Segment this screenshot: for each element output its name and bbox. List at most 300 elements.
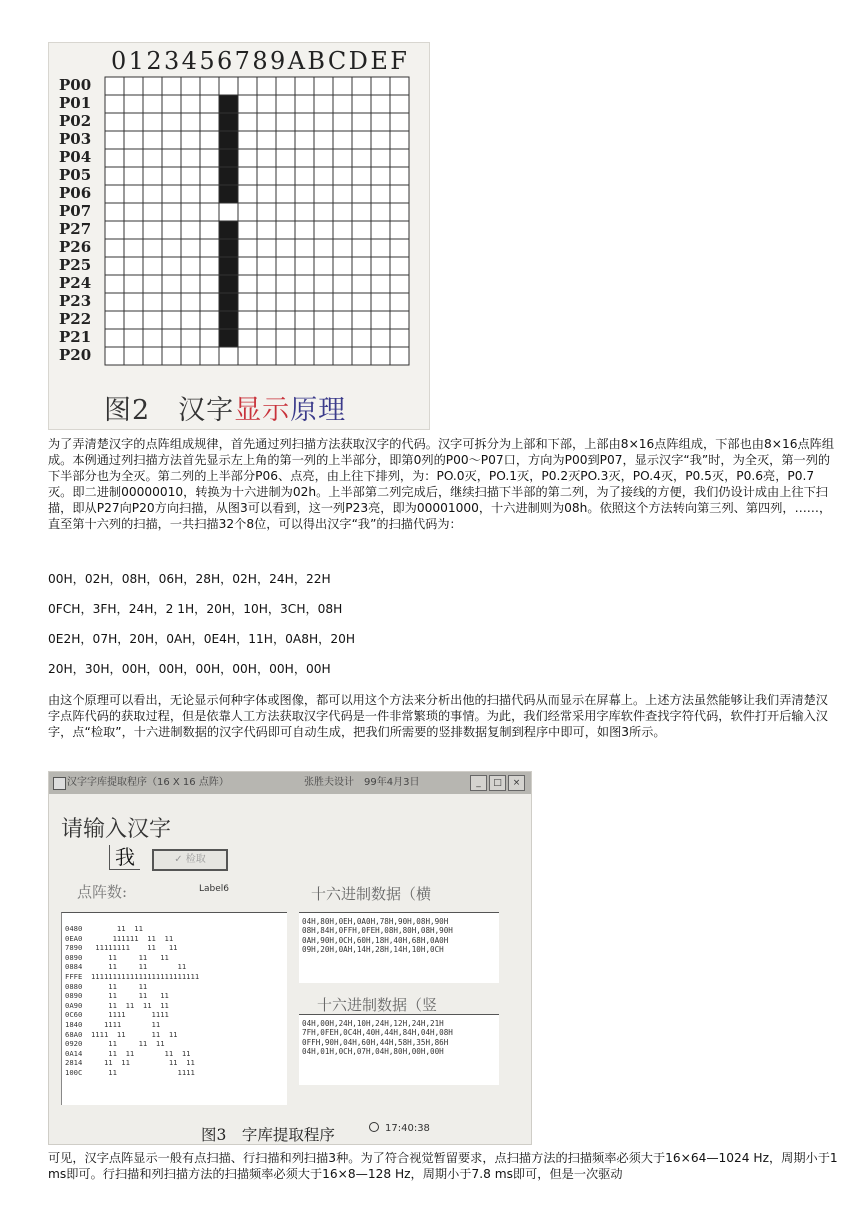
window-title-author: 张胜夫设计 99年4月3日	[304, 777, 420, 788]
unlit-dot	[295, 293, 314, 311]
unlit-dot	[333, 275, 352, 293]
unlit-dot	[276, 221, 295, 239]
label6: Label6	[199, 884, 230, 894]
unlit-dot	[181, 203, 200, 221]
unlit-dot	[314, 185, 333, 203]
row-label: P21	[59, 328, 92, 346]
unlit-dot	[390, 257, 409, 275]
unlit-dot	[238, 95, 257, 113]
unlit-dot	[333, 185, 352, 203]
unlit-dot	[105, 275, 124, 293]
unlit-dot	[390, 221, 409, 239]
row-label: P20	[59, 346, 92, 364]
row-label: P07	[59, 202, 92, 220]
hex-vertical-title: 十六进制数据（竖	[317, 996, 438, 1014]
unlit-dot	[371, 239, 390, 257]
unlit-dot	[295, 275, 314, 293]
caption-text-2: 显示	[234, 395, 291, 426]
unlit-dot	[105, 167, 124, 185]
unlit-dot	[124, 293, 143, 311]
unlit-dot	[352, 167, 371, 185]
unlit-dot	[390, 77, 409, 95]
unlit-dot	[181, 95, 200, 113]
unlit-dot	[295, 311, 314, 329]
unlit-dot	[200, 131, 219, 149]
unlit-dot	[200, 113, 219, 131]
unlit-dot	[200, 95, 219, 113]
unlit-dot	[314, 131, 333, 149]
row-label: P02	[59, 112, 92, 130]
unlit-dot	[181, 239, 200, 257]
unlit-dot	[333, 293, 352, 311]
unlit-dot	[143, 293, 162, 311]
unlit-dot	[105, 95, 124, 113]
unlit-dot	[333, 167, 352, 185]
unlit-dot	[124, 311, 143, 329]
unlit-dot	[390, 185, 409, 203]
unlit-dot	[200, 311, 219, 329]
unlit-dot	[124, 167, 143, 185]
unlit-dot	[314, 329, 333, 347]
unlit-dot	[162, 77, 181, 95]
unlit-dot	[295, 347, 314, 365]
unlit-dot	[124, 275, 143, 293]
row-label: P23	[59, 292, 92, 310]
unlit-dot	[200, 203, 219, 221]
unlit-dot	[162, 167, 181, 185]
unlit-dot	[162, 239, 181, 257]
unlit-dot	[181, 113, 200, 131]
unlit-dot	[257, 131, 276, 149]
row-label: P24	[59, 274, 92, 292]
unlit-dot	[238, 185, 257, 203]
unlit-dot	[371, 185, 390, 203]
unlit-dot	[143, 239, 162, 257]
lit-dot	[219, 167, 238, 185]
unlit-dot	[124, 203, 143, 221]
unlit-dot	[295, 149, 314, 167]
unlit-dot	[257, 239, 276, 257]
unlit-dot	[181, 347, 200, 365]
unlit-dot	[352, 257, 371, 275]
unlit-dot	[181, 257, 200, 275]
unlit-dot	[238, 347, 257, 365]
unlit-dot	[333, 95, 352, 113]
unlit-dot	[238, 167, 257, 185]
dot-matrix-grid	[104, 76, 410, 366]
maximize-icon[interactable]: □	[489, 775, 506, 791]
unlit-dot	[352, 329, 371, 347]
unlit-dot	[295, 329, 314, 347]
unlit-dot	[124, 239, 143, 257]
unlit-dot	[352, 149, 371, 167]
unlit-dot	[276, 347, 295, 365]
code-line-4: 20H，30H，00H，00H，00H，00H，00H，00H	[48, 662, 331, 676]
unlit-dot	[257, 275, 276, 293]
unlit-dot	[257, 347, 276, 365]
unlit-dot	[390, 275, 409, 293]
unlit-dot	[295, 257, 314, 275]
unlit-dot	[105, 221, 124, 239]
caption-text-1: 图2 汉字	[104, 395, 235, 426]
lit-dot	[219, 329, 238, 347]
unlit-dot	[105, 311, 124, 329]
unlit-dot	[371, 131, 390, 149]
unlit-dot	[390, 293, 409, 311]
unlit-dot	[143, 275, 162, 293]
unlit-dot	[295, 203, 314, 221]
unlit-dot	[352, 293, 371, 311]
unlit-dot	[105, 131, 124, 149]
unlit-dot	[314, 113, 333, 131]
unlit-dot	[181, 167, 200, 185]
unlit-dot	[238, 275, 257, 293]
unlit-dot	[314, 293, 333, 311]
unlit-dot	[390, 131, 409, 149]
unlit-dot	[238, 77, 257, 95]
unlit-dot	[181, 293, 200, 311]
unlit-dot	[181, 77, 200, 95]
hex-horizontal-title: 十六进制数据（横	[311, 885, 432, 903]
unlit-dot	[200, 347, 219, 365]
unlit-dot	[124, 257, 143, 275]
unlit-dot	[390, 95, 409, 113]
unlit-dot	[390, 311, 409, 329]
unlit-dot	[143, 167, 162, 185]
lit-dot	[219, 221, 238, 239]
unlit-dot	[295, 239, 314, 257]
figure-3-software-window	[48, 771, 532, 1145]
unlit-dot	[276, 95, 295, 113]
lit-dot	[219, 185, 238, 203]
unlit-dot	[200, 77, 219, 95]
figure-3-caption: 图3 字库提取程序	[201, 1126, 335, 1144]
unlit-dot	[143, 203, 162, 221]
unlit-dot	[181, 185, 200, 203]
unlit-dot	[200, 239, 219, 257]
unlit-dot	[124, 347, 143, 365]
unlit-dot	[105, 257, 124, 275]
row-label: P00	[59, 76, 92, 94]
unlit-dot	[162, 203, 181, 221]
unlit-dot	[352, 311, 371, 329]
window-controls	[470, 775, 525, 791]
close-icon[interactable]: ×	[508, 775, 525, 791]
dot-matrix-rows: 0480 11 11 0EA0 111111 11 11 7890 11111111 11 11 0890 11 11 11 0884 11 11 11 FFFE 1111111111111111111111111 0880 11 11 0890 11 11 11 0A90 11 11 11 11 0C60 1111 1111 1840 1111 11 68A0 1111 11 11 11 0920 11 11 11 0A14 11 11 11 11 2814 11 11 11 11 100C 11 1111	[65, 924, 200, 1077]
column-header: 0123456789ABCDEF	[111, 47, 410, 75]
figure-2-dot-matrix	[48, 42, 430, 430]
unlit-dot	[200, 149, 219, 167]
dot-count-label: 点阵数:	[77, 883, 128, 901]
extract-button[interactable]: ✓ 检取	[152, 849, 228, 871]
unlit-dot	[181, 275, 200, 293]
unlit-dot	[219, 203, 238, 221]
unlit-dot	[314, 275, 333, 293]
unlit-dot	[162, 131, 181, 149]
unlit-dot	[295, 167, 314, 185]
paragraph-2: 由这个原理可以看出，无论显示何种字体或图像，都可以用这个方法来分析出他的扫描代码从而显示在屏幕上。上述方法虽然能够让我们弄清楚汉字点阵代码的获取过程，但是依靠人工方法获取汉字代码是一件非常繁琐的事情。为此，我们经常采用字库软件查找字符代码，软件打开后输入汉字，点“检取”，十六进制数据的汉字代码即可自动生成，把我们所需要的竖排数据复制到程序中即可，如图3所示。	[48, 693, 828, 739]
unlit-dot	[352, 347, 371, 365]
unlit-dot	[143, 149, 162, 167]
unlit-dot	[200, 221, 219, 239]
row-label: P04	[59, 148, 92, 166]
unlit-dot	[162, 347, 181, 365]
unlit-dot	[219, 77, 238, 95]
unlit-dot	[371, 311, 390, 329]
unlit-dot	[314, 347, 333, 365]
unlit-dot	[200, 257, 219, 275]
unlit-dot	[390, 203, 409, 221]
input-prompt: 请输入汉字	[61, 817, 172, 842]
unlit-dot	[238, 239, 257, 257]
unlit-dot	[124, 131, 143, 149]
unlit-dot	[314, 257, 333, 275]
unlit-dot	[257, 257, 276, 275]
unlit-dot	[314, 221, 333, 239]
unlit-dot	[276, 293, 295, 311]
unlit-dot	[371, 293, 390, 311]
lit-dot	[219, 293, 238, 311]
unlit-dot	[371, 95, 390, 113]
unlit-dot	[390, 347, 409, 365]
unlit-dot	[371, 221, 390, 239]
unlit-dot	[333, 347, 352, 365]
unlit-dot	[295, 113, 314, 131]
unlit-dot	[352, 239, 371, 257]
unlit-dot	[219, 347, 238, 365]
unlit-dot	[371, 347, 390, 365]
unlit-dot	[257, 167, 276, 185]
unlit-dot	[295, 221, 314, 239]
unlit-dot	[352, 113, 371, 131]
clock-icon	[369, 1122, 379, 1132]
unlit-dot	[390, 167, 409, 185]
row-label: P22	[59, 310, 92, 328]
unlit-dot	[352, 95, 371, 113]
unlit-dot	[333, 203, 352, 221]
unlit-dot	[314, 77, 333, 95]
unlit-dot	[105, 329, 124, 347]
unlit-dot	[200, 185, 219, 203]
unlit-dot	[162, 113, 181, 131]
unlit-dot	[390, 149, 409, 167]
unlit-dot	[390, 113, 409, 131]
unlit-dot	[105, 149, 124, 167]
extract-button-label: 检取	[185, 854, 206, 865]
unlit-dot	[105, 185, 124, 203]
unlit-dot	[371, 77, 390, 95]
unlit-dot	[162, 293, 181, 311]
unlit-dot	[200, 293, 219, 311]
code-line-2: 0FCH，3FH，24H，2 1H，20H，10H，3CH，08H	[48, 602, 343, 616]
unlit-dot	[276, 131, 295, 149]
unlit-dot	[143, 131, 162, 149]
unlit-dot	[105, 347, 124, 365]
unlit-dot	[162, 149, 181, 167]
unlit-dot	[124, 149, 143, 167]
unlit-dot	[143, 185, 162, 203]
unlit-dot	[257, 113, 276, 131]
lit-dot	[219, 113, 238, 131]
unlit-dot	[238, 257, 257, 275]
unlit-dot	[314, 239, 333, 257]
unlit-dot	[238, 329, 257, 347]
unlit-dot	[371, 167, 390, 185]
unlit-dot	[333, 239, 352, 257]
unlit-dot	[352, 203, 371, 221]
lit-dot	[219, 239, 238, 257]
unlit-dot	[143, 77, 162, 95]
unlit-dot	[238, 221, 257, 239]
unlit-dot	[143, 113, 162, 131]
unlit-dot	[162, 329, 181, 347]
window-title: 汉字字库提取程序（16 X 16 点阵）	[67, 777, 229, 788]
unlit-dot	[257, 221, 276, 239]
unlit-dot	[333, 221, 352, 239]
unlit-dot	[276, 275, 295, 293]
unlit-dot	[314, 203, 333, 221]
unlit-dot	[105, 239, 124, 257]
code-line-3: 0E2H，07H，20H，0AH，0E4H，11H，0A8H，20H	[48, 632, 356, 646]
row-label: P27	[59, 220, 92, 238]
unlit-dot	[143, 95, 162, 113]
char-input[interactable]: 我	[109, 845, 140, 870]
figure-2-caption	[104, 388, 346, 427]
unlit-dot	[238, 131, 257, 149]
unlit-dot	[390, 329, 409, 347]
unlit-dot	[333, 149, 352, 167]
lit-dot	[219, 95, 238, 113]
unlit-dot	[257, 149, 276, 167]
unlit-dot	[143, 347, 162, 365]
unlit-dot	[257, 311, 276, 329]
unlit-dot	[352, 185, 371, 203]
unlit-dot	[371, 329, 390, 347]
unlit-dot	[352, 275, 371, 293]
lit-dot	[219, 149, 238, 167]
unlit-dot	[200, 329, 219, 347]
unlit-dot	[371, 257, 390, 275]
row-label: P01	[59, 94, 92, 112]
unlit-dot	[181, 311, 200, 329]
row-label: P26	[59, 238, 92, 256]
minimize-icon[interactable]: _	[470, 775, 487, 791]
unlit-dot	[238, 311, 257, 329]
hex-horizontal-text: 04H,80H,0EH,0A0H,78H,90H,08H,90H 08H,84H,0FFH,0FEH,08H,80H,08H,90H 0AH,90H,0CH,60H,18H,40H,68H,0A0H 09H,20H,0AH,14H,28H,14H,10H,0CH	[302, 917, 453, 955]
hex-horizontal-output[interactable]	[299, 912, 499, 983]
paragraph-3: 可见，汉字点阵显示一般有点扫描、行扫描和列扫描3种。为了符合视觉暂留要求，点扫描方法的扫描频率必须大于16×64—1024 Hz，周期小于1 ms即可。行扫描和列扫描方法的扫描频率必须大于16×8—128 Hz，周期小于7.8 ms即可，但是一次驱动	[48, 1151, 838, 1181]
unlit-dot	[124, 77, 143, 95]
window-title-bar	[49, 772, 531, 794]
unlit-dot	[238, 149, 257, 167]
unlit-dot	[314, 167, 333, 185]
unlit-dot	[143, 311, 162, 329]
unlit-dot	[371, 203, 390, 221]
unlit-dot	[162, 275, 181, 293]
unlit-dot	[105, 293, 124, 311]
unlit-dot	[200, 167, 219, 185]
unlit-dot	[295, 77, 314, 95]
unlit-dot	[257, 293, 276, 311]
lit-dot	[219, 131, 238, 149]
caption-text-3: 原理	[290, 395, 347, 426]
unlit-dot	[257, 329, 276, 347]
unlit-dot	[352, 221, 371, 239]
unlit-dot	[181, 149, 200, 167]
lit-dot	[219, 311, 238, 329]
unlit-dot	[238, 293, 257, 311]
lit-dot	[219, 257, 238, 275]
unlit-dot	[105, 203, 124, 221]
unlit-dot	[295, 131, 314, 149]
unlit-dot	[314, 95, 333, 113]
paragraph-1: 为了弄清楚汉字的点阵组成规律，首先通过列扫描方法获取汉字的代码。汉字可拆分为上部和下部，上部由8×16点阵组成，下部也由8×16点阵组成。本例通过列扫描方法首先显示左上角的第一列的上半部分，即第0列的P00～P07口，方向为P00到P07，显示汉字“我”时，为全灭，第一列的下半部分也为全灭。第二列的上半部分P06、点亮，由上往下排列，为：PO.0灭，PO.1灭，P0.2灭PO.3灭，PO.4灭，P0.5灭，P0.6亮，P0.7灭。即二进制00000010，转换为十六进制为02h。上半部第二列完成后，继续扫描下半部的第二列，为了接线的方便，我们仍设计成由上往下扫描，即从P27向P20方向扫描，从图3可以看到，这一列P23亮，即为00001000，十六进制则为08h。依照这个方法转向第三列、第四列，……，直至第十六列的扫描，一共扫描32个8位，可以得出汉字“我”的扫描代码为：	[48, 437, 835, 531]
unlit-dot	[124, 221, 143, 239]
clock-time: 17:40:38	[385, 1123, 430, 1134]
unlit-dot	[276, 329, 295, 347]
unlit-dot	[143, 221, 162, 239]
unlit-dot	[295, 95, 314, 113]
unlit-dot	[162, 257, 181, 275]
unlit-dot	[124, 95, 143, 113]
unlit-dot	[314, 311, 333, 329]
unlit-dot	[238, 203, 257, 221]
unlit-dot	[124, 113, 143, 131]
unlit-dot	[333, 77, 352, 95]
row-label: P05	[59, 166, 92, 184]
row-label: P25	[59, 256, 92, 274]
unlit-dot	[276, 311, 295, 329]
unlit-dot	[333, 131, 352, 149]
hex-vertical-text: 04H,00H,24H,10H,24H,12H,24H,21H 7FH,0FEH,0C4H,40H,44H,84H,04H,08H 0FFH,90H,04H,60H,44H,58H,35H,86H 04H,01H,0CH,07H,04H,80H,00H,00H	[302, 1019, 453, 1057]
unlit-dot	[124, 329, 143, 347]
unlit-dot	[276, 185, 295, 203]
dot-matrix-output	[61, 912, 287, 1105]
unlit-dot	[276, 239, 295, 257]
unlit-dot	[257, 203, 276, 221]
unlit-dot	[371, 275, 390, 293]
unlit-dot	[162, 185, 181, 203]
lit-dot	[219, 275, 238, 293]
unlit-dot	[200, 275, 219, 293]
unlit-dot	[295, 185, 314, 203]
unlit-dot	[162, 221, 181, 239]
unlit-dot	[371, 113, 390, 131]
unlit-dot	[143, 257, 162, 275]
unlit-dot	[181, 131, 200, 149]
unlit-dot	[181, 221, 200, 239]
unlit-dot	[105, 77, 124, 95]
row-label: P06	[59, 184, 92, 202]
unlit-dot	[238, 113, 257, 131]
unlit-dot	[352, 131, 371, 149]
unlit-dot	[390, 239, 409, 257]
unlit-dot	[181, 329, 200, 347]
unlit-dot	[162, 95, 181, 113]
unlit-dot	[352, 77, 371, 95]
unlit-dot	[162, 311, 181, 329]
unlit-dot	[143, 329, 162, 347]
unlit-dot	[105, 113, 124, 131]
unlit-dot	[276, 113, 295, 131]
unlit-dot	[276, 149, 295, 167]
hex-vertical-output[interactable]	[299, 1014, 499, 1085]
app-icon	[53, 777, 66, 790]
unlit-dot	[333, 311, 352, 329]
unlit-dot	[333, 113, 352, 131]
unlit-dot	[124, 185, 143, 203]
unlit-dot	[276, 257, 295, 275]
